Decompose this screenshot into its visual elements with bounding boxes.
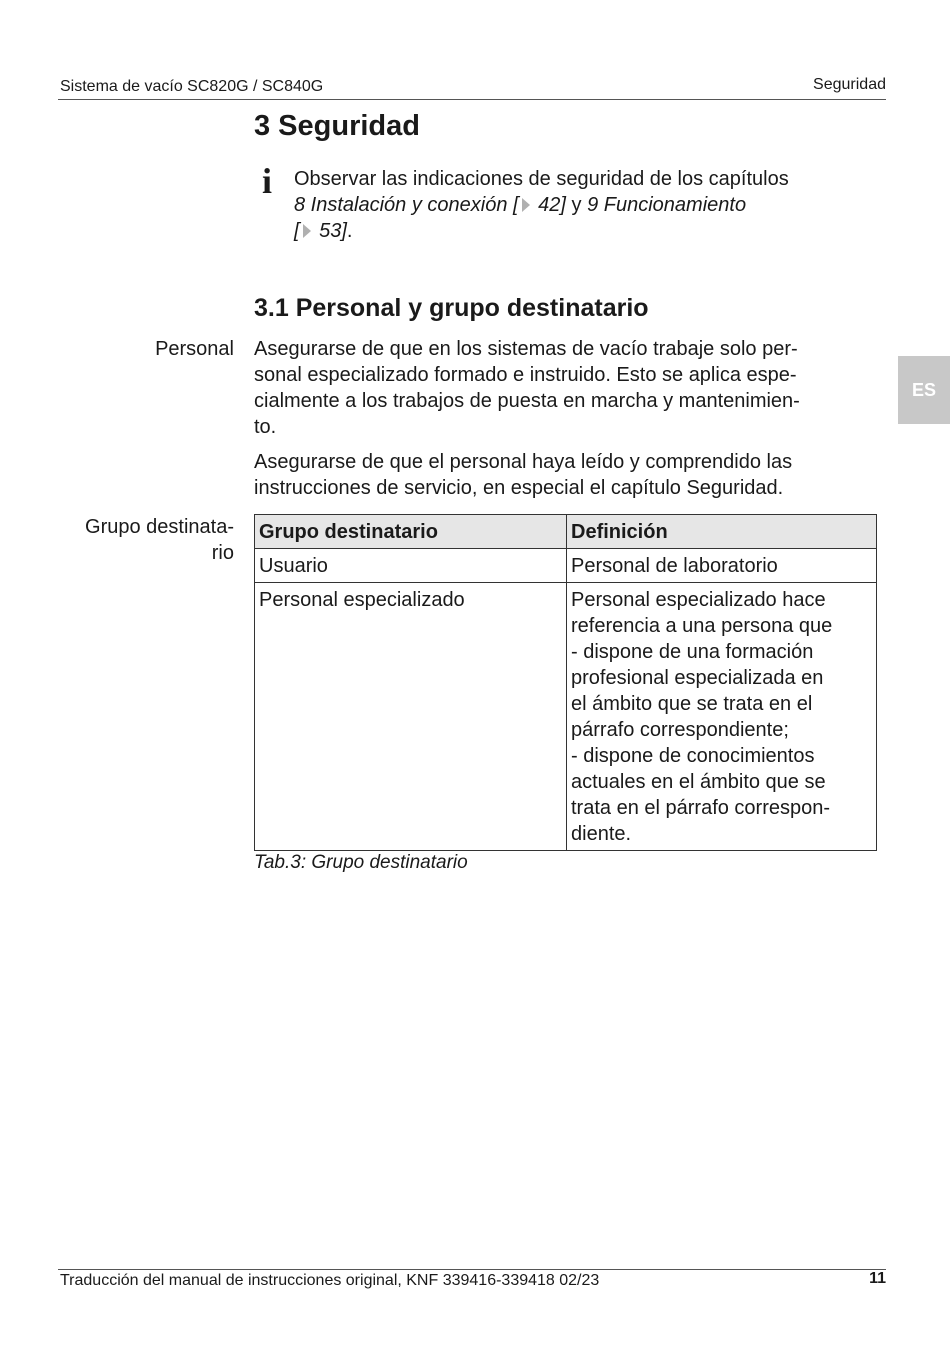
table-header-definition: Definición [567,515,877,549]
paragraph-line: Asegurarse de que en los sistemas de vacío trabaje solo per- [254,338,798,360]
note-line-1: Observar las indicaciones de seguridad de los capítulos [294,168,789,190]
target-group-table [254,514,877,851]
cell-line: actuales en el ámbito que se [571,771,826,793]
cell-line: diente. [571,823,632,845]
paragraph-line: sonal especializado formado e instruido. Esto se aplica espe- [254,364,797,386]
header-product-title: Sistema de vacío SC820G / SC840G [60,78,324,95]
side-label-line: Grupo destinata- [85,516,234,538]
link-installation[interactable]: 8 Instalación y conexión [ [294,194,519,216]
paragraph-line: cialmente a los trabajos de puesta en marcha y mantenimien- [254,390,800,412]
paragraph-instructions [254,449,874,501]
cell-line: el ámbito que se trata en el [571,693,813,715]
link-operation-bracket[interactable]: [ [294,220,300,242]
language-tab: ES [898,356,950,424]
paragraph-line: Asegurarse de que el personal haya leído y comprendido las [254,451,793,473]
table-header-group: Grupo destinatario [255,515,567,549]
cell-line: referencia a una persona que [571,615,833,637]
note-conjunction: y [565,194,588,216]
cell-line: Personal especializado hace [571,589,826,611]
table-cell-definition [567,549,877,583]
footer-divider [58,1269,886,1270]
paragraph-personal [254,336,874,440]
table-header-row [255,515,877,549]
table-caption: Tab.3: Grupo destinatario [254,852,468,873]
page-number: 11 [869,1270,886,1287]
cell-line: Personal de laboratorio [571,555,778,577]
table-cell-definition [567,583,877,851]
side-label-line: rio [211,542,234,564]
table-row [255,549,877,583]
header-section-title: Seguridad [813,76,886,93]
section-heading: 3.1 Personal y grupo destinatario [254,294,649,322]
table-row [255,583,877,851]
table-cell-group: Personal especializado [255,583,567,851]
page-ref-arrow-icon [522,198,530,212]
link-installation-page[interactable]: 42] [532,194,566,216]
note-period: . [346,220,353,242]
cell-line: - dispone de una formación [571,641,814,663]
page-ref-arrow-icon [303,224,311,238]
safety-note [294,166,874,244]
side-label-target-group [54,514,234,566]
footer-text: Traducción del manual de instrucciones original, KNF 339416-339418 02/23 [60,1272,600,1289]
note-line-2 [294,192,874,218]
chapter-heading: 3 Seguridad [254,110,420,142]
cell-line: - dispone de conocimientos [571,745,815,767]
header-divider [58,99,886,100]
link-operation-page[interactable]: 53] [313,220,347,242]
note-line-3 [294,218,874,244]
info-icon: i [262,161,273,201]
cell-line: trata en el párrafo correspon- [571,797,831,819]
paragraph-line: to. [254,416,277,438]
paragraph-line: instrucciones de servicio, en especial el capítulo Seguridad. [254,477,784,499]
table-cell-group: Usuario [255,549,567,583]
side-label-personal: Personal [155,338,234,360]
cell-line: profesional especializada en [571,667,824,689]
cell-line: párrafo correspondiente; [571,719,789,741]
link-operation[interactable]: 9 Funcionamiento [587,194,747,216]
